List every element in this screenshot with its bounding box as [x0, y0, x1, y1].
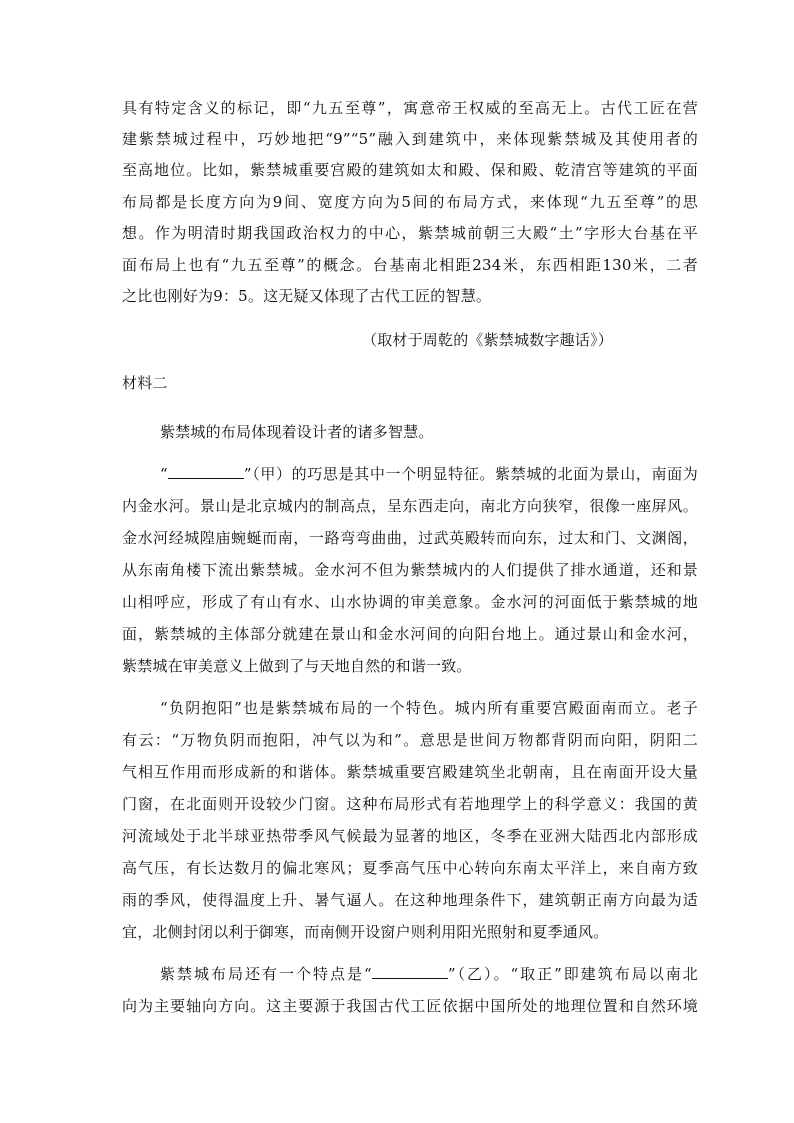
para2-line-2: 有云：“万物负阴而抱阳，冲气以为和”。意思是世间万物都背阴而向阳，阴阳二 — [122, 731, 698, 749]
material-one-line-5: 想。作为明清时期我国政治权力的中心，紫禁城前朝三大殿“土”字形大台基在平 — [122, 224, 698, 242]
para1-line-1 — [160, 464, 698, 484]
para1-line-3: 金水河经城隍庙蜿蜒而南，一路弯弯曲曲，过武英殿转而向东，过太和门、文渊阁， — [122, 529, 698, 547]
material-one-line-6: 面布局上也有“九五至尊”的概念。台基南北相距234米，东西相距130米，二者 — [122, 256, 698, 274]
blank-jia — [168, 464, 244, 479]
material-one-line-3: 至高地位。比如，紫禁城重要宫殿的建筑如太和殿、保和殿、乾清宫等建筑的平面 — [122, 161, 698, 179]
material-two-intro: 紫禁城的布局体现着设计者的诸多智慧。 — [160, 423, 434, 441]
para2-line-6: 高气压，有长达数月的偏北寒风；夏季高气压中心转向东南太平洋上，来自南方致 — [122, 859, 698, 877]
para1-line-7: 紫禁城在审美意义上做到了与天地自然的和谐一致。 — [122, 657, 472, 675]
blank-yi — [372, 964, 448, 979]
para2-line-7: 雨的季风，使得温度上升、暑气逼人。在这种地理条件下，建筑朝正南方向最为适 — [122, 891, 698, 909]
para3-line-1-start: 紫禁城布局还有一个特点是“ — [160, 965, 372, 983]
source-citation: （取材于周乾的《紫禁城数字趣话》） — [362, 331, 613, 349]
para1-line-1-rest: ”（甲）的巧思是其中一个明显特征。紫禁城的北面为景山，南面为 — [243, 465, 698, 483]
para1-line-4: 从东南角楼下流出紫禁城。金水河不但为紫禁城内的人们提供了排水通道，还和景 — [122, 561, 698, 579]
material-one-line-4: 布局都是长度方向为9间、宽度方向为5间的布局方式，来体现“九五至尊”的思 — [122, 193, 698, 211]
para2-line-8: 宜，北侧封闭以利于御寒，而南侧开设窗户则利用阳光照射和夏季通风。 — [122, 923, 609, 941]
para3-line-1 — [160, 964, 698, 984]
material-one-line-2: 建紫禁城过程中，巧妙地把“9”“5”融入到建筑中，来体现紫禁城及其使用者的 — [122, 130, 698, 148]
material-one-line-1: 具有特定含义的标记，即“九五至尊”，寓意帝王权威的至高无上。古代工匠在营 — [122, 99, 698, 117]
para3-line-1-rest: ”（乙）。“取正”即建筑布局以南北 — [447, 965, 698, 983]
para2-line-4: 门窗，在北面则开设较少门窗。这种布局形式有若地理学上的科学意义：我国的黄 — [122, 795, 698, 813]
para2-line-3: 气相互作用而形成新的和谐体。紫禁城重要宫殿建筑坐北朝南，且在南面开设大量 — [122, 763, 698, 781]
para2-line-5: 河流域处于北半球亚热带季风气候最为显著的地区，冬季在亚洲大陆西北内部形成 — [122, 827, 698, 845]
para3-line-2: 向为主要轴向方向。这主要源于我国古代工匠依据中国所处的地理位置和自然环境 — [122, 997, 698, 1015]
para1-line-5: 山相呼应，形成了有山有水、山水协调的审美意象。金水河的河面低于紫禁城的地 — [122, 593, 698, 611]
para1-line-2: 内金水河。景山是北京城内的制高点，呈东西走向，南北方向狭窄，很像一座屏风。 — [122, 497, 698, 515]
para1-line-6: 面，紫禁城的主体部分就建在景山和金水河间的向阳台地上。通过景山和金水河， — [122, 625, 698, 643]
para2-line-1: “负阴抱阳”也是紫禁城布局的一个特色。城内所有重要宫殿面南而立。老子 — [160, 699, 698, 717]
material-one-line-7: 之比也刚好为9：5。这无疑又体现了古代工匠的智慧。 — [122, 287, 492, 305]
open-quote: “ — [160, 465, 168, 483]
section-heading: 材料二 — [122, 374, 168, 392]
